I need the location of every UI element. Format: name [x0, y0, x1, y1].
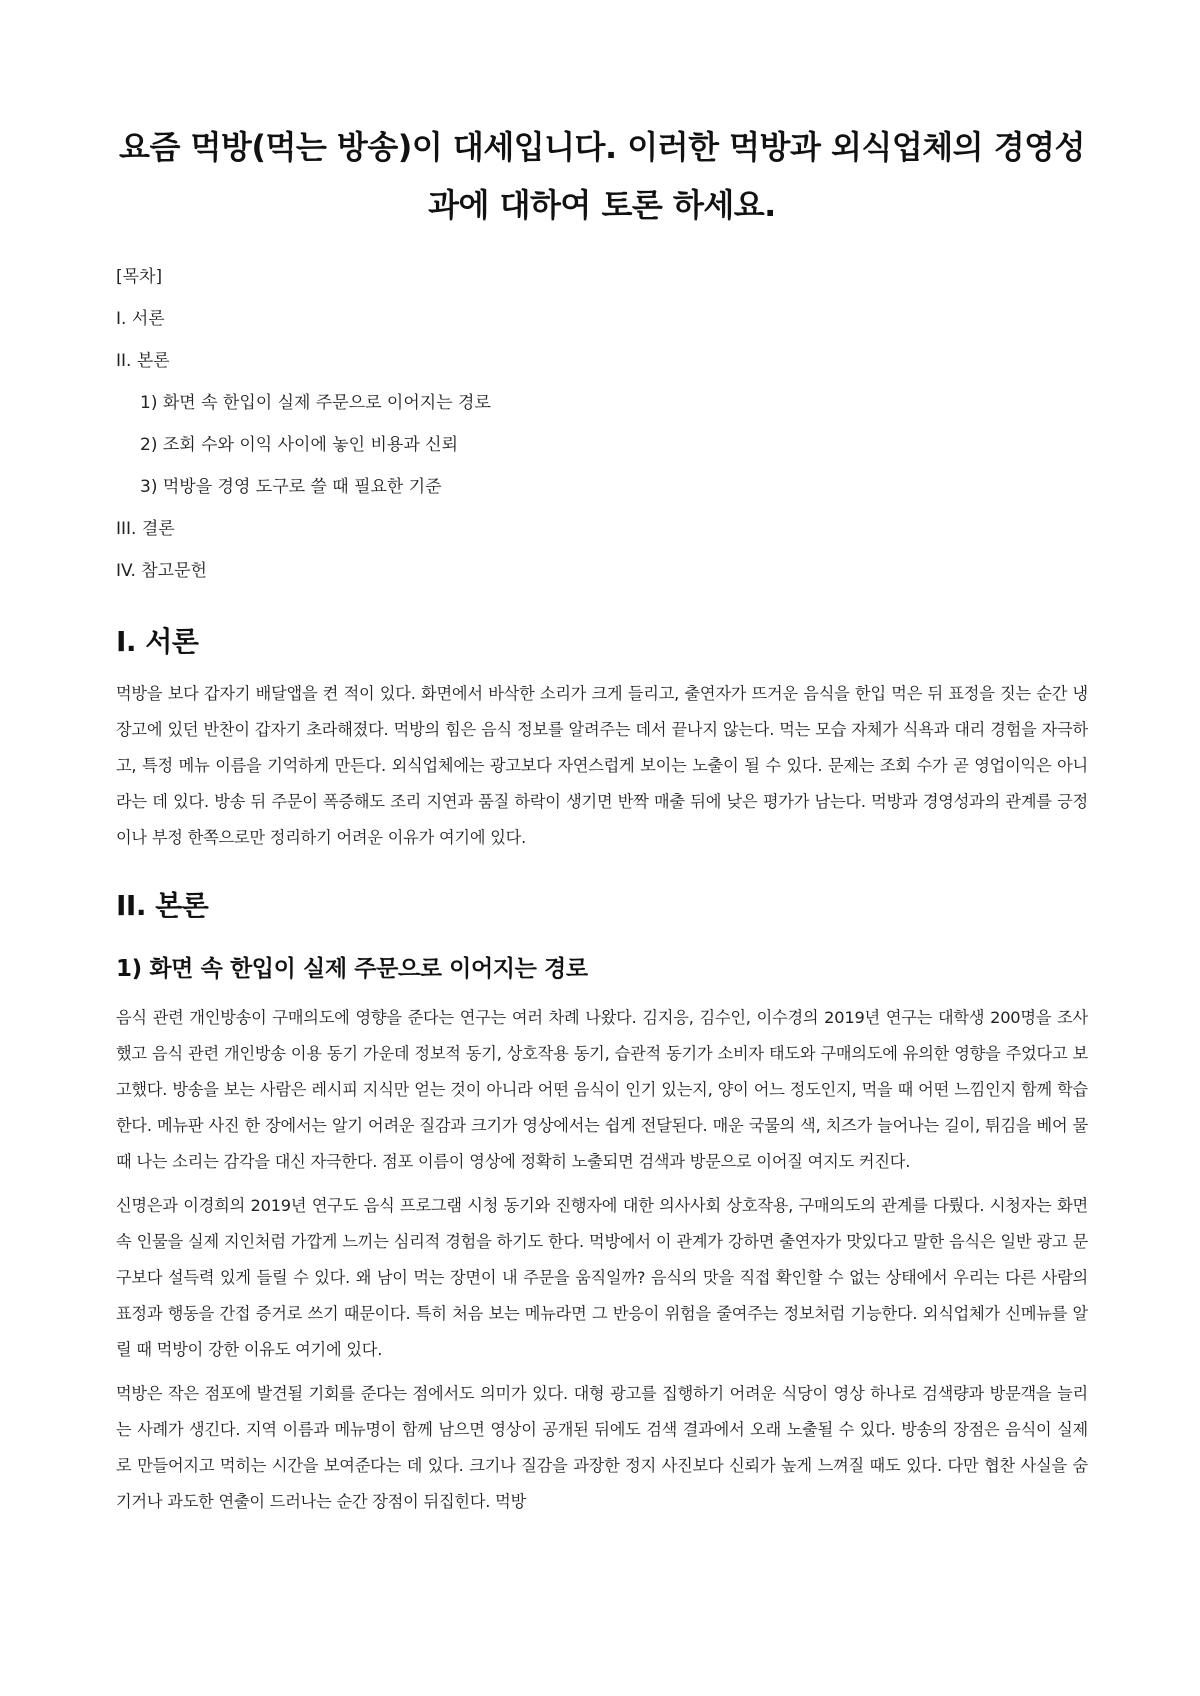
paragraph: 음식 관련 개인방송이 구매의도에 영향을 준다는 연구는 여러 차례 나왔다. 김지응, 김수인, 이수경의 2019년 연구는 대학생 200명을 조사했고 음식 관련 개인방송 이용 동기 가운데 정보적 동기, 상호작용 동기, 습관적 동기가 소비자 태도와 구매의도에 유의한 영향을 주었다고 보고했다. 방송을 보는 사람은 레시피 지식만 얻는 것이 아니라 어떤 음식이 인기 있는지, 양이 어느 정도인지, 먹을 때 어떤 느낌인지 함께 학습한다. 메뉴판 사진 한 장에서는 알기 어려운 질감과 크기가 영상에서는 쉽게 전달된다. 매운 국물의 색, 치즈가 늘어나는 길이, 튀김을 베어 물 때 나는 소리는 감각을 대신 자극한다. 점포 이름이 영상에 정확히 노출되면 검색과 방문으로 이어질 여지도 커진다.	[116, 1008, 1088, 1171]
section-introduction	[116, 622, 1088, 856]
toc-subitem-3: 3) 먹방을 경영 도구로 쓸 때 필요한 기준	[140, 477, 442, 497]
toc-subitem-1: 1) 화면 속 한입이 실제 주문으로 이어지는 경로	[140, 393, 491, 413]
toc-item-introduction: I. 서론	[116, 309, 165, 329]
toc-subitem-2: 2) 조회 수와 이익 사이에 놓인 비용과 신뢰	[140, 435, 459, 455]
paragraph: 신명은과 이경희의 2019년 연구도 음식 프로그램 시청 동기와 진행자에 대한 의사사회 상호작용, 구매의도의 관계를 다뤘다. 시청자는 화면 속 인물을 실제 지인처럼 가깝게 느끼는 심리적 경험을 하기도 한다. 먹방에서 이 관계가 강하면 출연자가 맛있다고 말한 음식은 일반 광고 문구보다 설득력 있게 들릴 수 있다. 왜 남이 먹는 장면이 내 주문을 움직일까? 음식의 맛을 직접 확인할 수 없는 상태에서 우리는 다른 사람의 표정과 행동을 간접 증거로 쓰기 때문이다. 특히 처음 보는 메뉴라면 그 반응이 위험을 줄여주는 정보처럼 기능한다. 외식업체가 신메뉴를 알릴 때 먹방이 강한 이유도 여기에 있다.	[116, 1196, 1088, 1359]
section-heading: II. 본론	[116, 889, 209, 922]
paragraph: 먹방은 작은 점포에 발견될 기회를 준다는 점에서도 의미가 있다. 대형 광고를 집행하기 어려운 식당이 영상 하나로 검색량과 방문객을 늘리는 사례가 생긴다. 지역 이름과 메뉴명이 함께 남으면 영상이 공개된 뒤에도 검색 결과에서 오래 노출될 수 있다. 방송의 장점은 음식이 실제로 만들어지고 먹히는 시간을 보여준다는 데 있다. 크기나 질감을 과장한 정지 사진보다 신뢰가 높게 느껴질 때도 있다. 다만 협찬 사실을 숨기거나 과도한 연출이 드러나는 순간 장점이 뒤집힌다. 먹방	[116, 1384, 1088, 1511]
toc-item-body: II. 본론	[116, 351, 170, 371]
table-of-contents	[116, 256, 1088, 592]
document-title: 요즘 먹방(먹는 방송)이 대세입니다. 이러한 먹방과 외식업체의 경영성과에 대하여 토론 하세요.	[119, 128, 1085, 224]
toc-heading: [목차]	[116, 267, 163, 287]
section-body	[116, 886, 1088, 1520]
paragraph: 먹방을 보다 갑자기 배달앱을 켠 적이 있다. 화면에서 바삭한 소리가 크게 들리고, 출연자가 뜨거운 음식을 한입 먹은 뒤 표정을 짓는 순간 냉장고에 있던 반찬이 갑자기 초라해졌다. 먹방의 힘은 음식 정보를 알려주는 데서 끝나지 않는다. 먹는 모습 자체가 식욕과 대리 경험을 자극하고, 특정 메뉴 이름을 기억하게 만든다. 외식업체에는 광고보다 자연스럽게 보이는 노출이 될 수 있다. 문제는 조회 수가 곧 영업이익은 아니라는 데 있다. 방송 뒤 주문이 폭증해도 조리 지연과 품질 하락이 생기면 반짝 매출 뒤에 낮은 평가가 남는다. 먹방과 경영성과의 관계를 긍정이나 부정 한쪽으로만 정리하기 어려운 이유가 여기에 있다.	[116, 684, 1088, 847]
toc-item-references: IV. 참고문헌	[116, 561, 207, 581]
subsection-heading: 1) 화면 속 한입이 실제 주문으로 이어지는 경로	[116, 956, 588, 982]
section-heading: I. 서론	[116, 625, 199, 658]
toc-item-conclusion: III. 결론	[116, 519, 175, 539]
